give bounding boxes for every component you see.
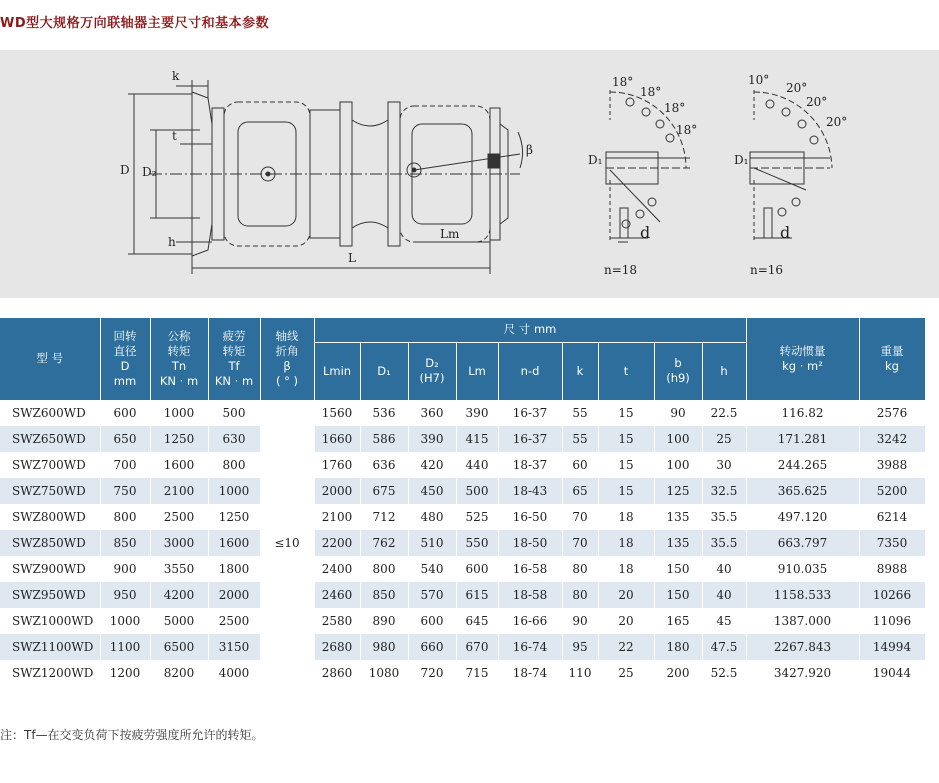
table-cell: 500 [456, 478, 498, 504]
table-cell: 18-58 [498, 582, 562, 608]
table-cell: 650 [100, 426, 150, 452]
table-cell: 1600 [150, 452, 208, 478]
table-cell: 900 [100, 556, 150, 582]
table-cell: 450 [408, 478, 456, 504]
table-cell: 415 [456, 426, 498, 452]
header-D2: D₂ (H7) [408, 342, 456, 400]
table-cell: 16-66 [498, 608, 562, 634]
table-cell: 1660 [314, 426, 360, 452]
table-cell: 5000 [150, 608, 208, 634]
table-row [0, 556, 925, 582]
flange1-d-slot [620, 208, 628, 238]
table-cell: 70 [562, 504, 598, 530]
table-cell: 420 [408, 452, 456, 478]
header-dims-group: 尺 寸 mm [314, 318, 746, 342]
table-cell: 45 [702, 608, 746, 634]
table-cell: 95 [562, 634, 598, 660]
table-cell: 510 [408, 530, 456, 556]
spec-table-body [0, 400, 925, 686]
table-cell: 18 [598, 530, 654, 556]
table-cell: 40 [702, 556, 746, 582]
table-cell: SWZ950WD [0, 582, 100, 608]
table-cell: 525 [456, 504, 498, 530]
table-cell: 1387.000 [746, 608, 859, 634]
header-D1: D₁ [360, 342, 408, 400]
table-cell: SWZ900WD [0, 556, 100, 582]
header-t: t [598, 342, 654, 400]
table-cell: 712 [360, 504, 408, 530]
flange2-d-slot [764, 208, 772, 238]
table-cell: 440 [456, 452, 498, 478]
table-cell: 1800 [208, 556, 260, 582]
table-cell: 150 [654, 582, 702, 608]
table-cell: 10266 [859, 582, 925, 608]
table-cell: 3150 [208, 634, 260, 660]
table-row [0, 530, 925, 556]
table-cell: 1000 [100, 608, 150, 634]
table-cell: 615 [456, 582, 498, 608]
footnote: 注：Tf—在交变负荷下按疲劳强度所允许的转矩。 [0, 728, 264, 742]
svg-text:18°: 18° [640, 85, 662, 99]
table-cell: 100 [654, 452, 702, 478]
table-cell: 2680 [314, 634, 360, 660]
table-cell: 16-37 [498, 400, 562, 426]
table-cell: 90 [562, 608, 598, 634]
table-cell: 2500 [208, 608, 260, 634]
table-cell: 16-37 [498, 426, 562, 452]
table-cell: 16-50 [498, 504, 562, 530]
header-inertia: 转动惯量 kg · m² [746, 318, 859, 400]
table-cell: 4200 [150, 582, 208, 608]
table-cell: 2500 [150, 504, 208, 530]
table-cell: 800 [360, 556, 408, 582]
header-weight: 重量 kg [859, 318, 925, 400]
table-cell: 35.5 [702, 504, 746, 530]
header-b: b (h9) [654, 342, 702, 400]
table-cell: 910.035 [746, 556, 859, 582]
flange2-D1: D₁ [734, 153, 749, 167]
angle-cell: ≤10 [260, 400, 314, 686]
table-cell: 750 [100, 478, 150, 504]
table-cell: 980 [360, 634, 408, 660]
table-cell: 15 [598, 426, 654, 452]
table-row [0, 608, 925, 634]
table-cell: 80 [562, 582, 598, 608]
table-cell: 180 [654, 634, 702, 660]
header-h: h [702, 342, 746, 400]
table-cell: 65 [562, 478, 598, 504]
table-cell: 3427.920 [746, 660, 859, 686]
table-cell: 700 [100, 452, 150, 478]
table-cell: 171.281 [746, 426, 859, 452]
table-cell: 570 [408, 582, 456, 608]
table-row [0, 426, 925, 452]
table-cell: 675 [360, 478, 408, 504]
label-t: t [172, 129, 177, 143]
table-row [0, 634, 925, 660]
table-cell: SWZ700WD [0, 452, 100, 478]
table-cell: 80 [562, 556, 598, 582]
coupling-drawing-svg [0, 50, 939, 298]
flange2-d: d [780, 223, 791, 242]
table-cell: 1250 [150, 426, 208, 452]
table-row [0, 582, 925, 608]
label-beta: β [526, 143, 533, 157]
table-cell: 720 [408, 660, 456, 686]
table-cell: 116.82 [746, 400, 859, 426]
table-row [0, 660, 925, 686]
svg-text:18°: 18° [612, 75, 634, 89]
page-title: WD型大规格万向联轴器主要尺寸和基本参数 [0, 16, 270, 31]
table-cell: 55 [562, 400, 598, 426]
table-cell: 390 [456, 400, 498, 426]
table-cell: SWZ1000WD [0, 608, 100, 634]
table-cell: SWZ1200WD [0, 660, 100, 686]
table-cell: 950 [100, 582, 150, 608]
table-cell: 1600 [208, 530, 260, 556]
right-key [488, 154, 500, 168]
beta-line [414, 154, 520, 170]
table-cell: 670 [456, 634, 498, 660]
svg-text:20°: 20° [786, 81, 808, 95]
table-row [0, 504, 925, 530]
svg-text:18°: 18° [664, 101, 686, 115]
table-row [0, 478, 925, 504]
header-Lmin: Lmin [314, 342, 360, 400]
table-cell: 135 [654, 530, 702, 556]
header-rot-dia: 回转 直径 D mm [100, 318, 150, 400]
table-cell: 890 [360, 608, 408, 634]
table-cell: 100 [654, 426, 702, 452]
table-cell: 1000 [150, 400, 208, 426]
table-cell: 18-50 [498, 530, 562, 556]
table-cell: 636 [360, 452, 408, 478]
table-cell: 8200 [150, 660, 208, 686]
table-cell: 40 [702, 582, 746, 608]
table-cell: 3550 [150, 556, 208, 582]
table-cell: 800 [100, 504, 150, 530]
table-cell: 536 [360, 400, 408, 426]
table-cell: 497.120 [746, 504, 859, 530]
table-cell: 762 [360, 530, 408, 556]
table-cell: 7350 [859, 530, 925, 556]
table-cell: 2460 [314, 582, 360, 608]
table-cell: SWZ750WD [0, 478, 100, 504]
table-cell: 2267.843 [746, 634, 859, 660]
table-cell: 32.5 [702, 478, 746, 504]
svg-text:10°: 10° [748, 73, 770, 87]
header-fatigue-torque: 疲劳 转矩 Tf KN · m [208, 318, 260, 400]
table-cell: 2576 [859, 400, 925, 426]
flange2-n: n=16 [750, 263, 784, 277]
table-cell: SWZ850WD [0, 530, 100, 556]
table-cell: 150 [654, 556, 702, 582]
label-D2: D₂ [142, 165, 157, 179]
header-nd: n-d [498, 342, 562, 400]
table-row [0, 400, 925, 426]
table-cell: 165 [654, 608, 702, 634]
table-cell: 22 [598, 634, 654, 660]
table-cell: 2580 [314, 608, 360, 634]
table-cell: 18 [598, 556, 654, 582]
table-cell: 6214 [859, 504, 925, 530]
table-cell: 16-58 [498, 556, 562, 582]
table-cell: 6500 [150, 634, 208, 660]
table-row [0, 452, 925, 478]
flange2-diag [754, 168, 806, 190]
table-cell: 1560 [314, 400, 360, 426]
label-Lm: Lm [440, 227, 460, 241]
label-h: h [168, 235, 176, 249]
table-cell: SWZ1100WD [0, 634, 100, 660]
table-cell: 16-74 [498, 634, 562, 660]
table-cell: 25 [702, 426, 746, 452]
table-cell: 630 [208, 426, 260, 452]
table-cell: 18-37 [498, 452, 562, 478]
technical-drawing [0, 50, 939, 298]
table-cell: 480 [408, 504, 456, 530]
table-cell: SWZ800WD [0, 504, 100, 530]
table-cell: 18 [598, 504, 654, 530]
flange1-diag [610, 170, 660, 222]
table-cell: 360 [408, 400, 456, 426]
table-cell: 35.5 [702, 530, 746, 556]
table-cell: 850 [100, 530, 150, 556]
flange1-D1: D₁ [588, 153, 603, 167]
header-angle: 轴线 折角 β ( ° ) [260, 318, 314, 400]
table-cell: 20 [598, 608, 654, 634]
beta-arc [518, 132, 523, 168]
table-cell: 800 [208, 452, 260, 478]
table-cell: 2200 [314, 530, 360, 556]
label-L: L [348, 251, 356, 265]
table-cell: 660 [408, 634, 456, 660]
table-cell: 52.5 [702, 660, 746, 686]
table-cell: 3242 [859, 426, 925, 452]
header-model: 型 号 [0, 318, 100, 400]
table-cell: 110 [562, 660, 598, 686]
table-cell: 30 [702, 452, 746, 478]
table-cell: 1250 [208, 504, 260, 530]
svg-text:20°: 20° [806, 95, 828, 109]
table-cell: 1760 [314, 452, 360, 478]
flange1-n: n=18 [604, 263, 638, 277]
table-cell: 3000 [150, 530, 208, 556]
table-cell: 2100 [150, 478, 208, 504]
table-cell: 70 [562, 530, 598, 556]
table-cell: SWZ600WD [0, 400, 100, 426]
table-cell: 600 [408, 608, 456, 634]
table-cell: 14994 [859, 634, 925, 660]
table-cell: 1080 [360, 660, 408, 686]
table-cell: 15 [598, 478, 654, 504]
table-cell: 5200 [859, 478, 925, 504]
table-cell: 600 [100, 400, 150, 426]
table-cell: 2000 [208, 582, 260, 608]
table-cell: 3988 [859, 452, 925, 478]
table-cell: 365.625 [746, 478, 859, 504]
table-cell: 135 [654, 504, 702, 530]
table-cell: 1000 [208, 478, 260, 504]
table-cell: 2400 [314, 556, 360, 582]
table-cell: 25 [598, 660, 654, 686]
table-cell: 540 [408, 556, 456, 582]
table-cell: 2000 [314, 478, 360, 504]
table-cell: 15 [598, 452, 654, 478]
table-cell: 90 [654, 400, 702, 426]
table-cell: 8988 [859, 556, 925, 582]
table-cell: 1100 [100, 634, 150, 660]
table-cell: 2100 [314, 504, 360, 530]
header-nominal-torque: 公称 转矩 Tn KN · m [150, 318, 208, 400]
table-cell: 20 [598, 582, 654, 608]
table-cell: 18-43 [498, 478, 562, 504]
table-cell: 200 [654, 660, 702, 686]
table-cell: 1158.533 [746, 582, 859, 608]
table-cell: 850 [360, 582, 408, 608]
table-cell: 2860 [314, 660, 360, 686]
table-cell: 19044 [859, 660, 925, 686]
table-cell: 18-74 [498, 660, 562, 686]
table-cell: 15 [598, 400, 654, 426]
table-cell: 715 [456, 660, 498, 686]
header-Lm: Lm [456, 342, 498, 400]
table-cell: 60 [562, 452, 598, 478]
spec-table [0, 318, 926, 686]
table-cell: 11096 [859, 608, 925, 634]
table-cell: 244.265 [746, 452, 859, 478]
label-D: D [120, 163, 130, 177]
bolt-hole [626, 98, 634, 106]
flange1-d: d [640, 223, 651, 242]
table-cell: 645 [456, 608, 498, 634]
table-cell: 600 [456, 556, 498, 582]
label-k: k [172, 69, 180, 83]
table-cell: 550 [456, 530, 498, 556]
table-cell: 4000 [208, 660, 260, 686]
table-cell: 1200 [100, 660, 150, 686]
table-cell: SWZ650WD [0, 426, 100, 452]
table-cell: 47.5 [702, 634, 746, 660]
table-cell: 500 [208, 400, 260, 426]
table-cell: 586 [360, 426, 408, 452]
table-cell: 663.797 [746, 530, 859, 556]
header-k: k [562, 342, 598, 400]
table-cell: 125 [654, 478, 702, 504]
table-cell: 22.5 [702, 400, 746, 426]
table-cell: 390 [408, 426, 456, 452]
svg-text:20°: 20° [826, 115, 848, 129]
svg-text:18°: 18° [676, 123, 698, 137]
table-cell: 55 [562, 426, 598, 452]
